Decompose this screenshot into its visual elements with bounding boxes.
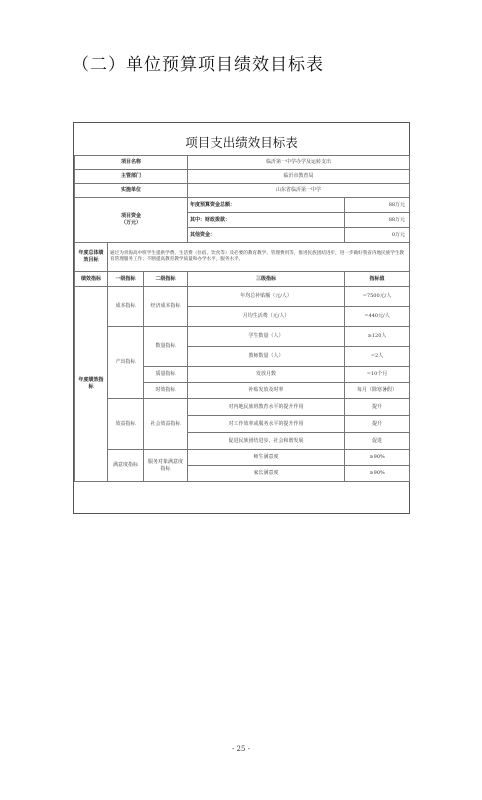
project-name-value: 临沂第一中学办学及运转支出 [188,156,410,170]
table-row [75,399,410,416]
level2-quality: 质量指标 [144,367,188,383]
indicator-cell: 家长满意度 [188,466,345,482]
level1-effect: 效益指标 [108,399,144,450]
fiscal-allocation-value: 88万元 [345,213,410,228]
level2-timeliness: 时效指标 [144,383,188,399]
value-cell: =7500元/人 [345,287,410,307]
table-row [75,156,410,170]
level2-social-benefit: 社会效益指标 [144,399,188,450]
indicator-cell: 学生数量（人） [188,327,345,347]
level1-satisfaction: 满意度指标 [108,450,144,482]
level2-header: 二级指标 [144,272,188,287]
value-cell: ≥90% [345,466,410,482]
value-cell: 促进 [345,433,410,450]
annual-goal-label: 年度总体绩效目标 [75,243,108,272]
level1-cost: 成本指标 [108,287,144,327]
value-cell: 每月（除寒暑假） [345,383,410,399]
level3-header: 三级指标 [188,272,345,287]
indicator-cell: 对内地民族班教育水平的提升作用 [188,399,345,416]
value-cell: 提升 [345,399,410,416]
page-heading: （二）单位预算项目绩效目标表 [72,55,324,75]
performance-target-table [74,155,410,482]
department-value: 临沂市教育局 [188,170,410,184]
performance-table-frame [73,122,410,514]
table-row [75,327,410,347]
table-row [75,243,410,272]
value-cell: ≥120人 [345,327,410,347]
table-title: 项目支出绩效目标表 [185,135,298,150]
table-row [75,272,410,287]
other-funds-label: 其他资金： [188,228,345,243]
value-header: 指标值 [345,272,410,287]
level1-output: 产出指标 [108,327,144,399]
value-cell: =10个月 [345,367,410,383]
table-row [75,287,410,307]
annual-total-label: 年度预算资金总额： [188,198,345,213]
level2-service-satisfaction: 服务对象满意度指标 [144,450,188,482]
value-cell: ≥90% [345,450,410,466]
funds-label-text: 项目资金 [121,213,142,219]
indicator-cell: 师生满意度 [188,450,345,466]
project-name-label: 项目名称 [75,156,188,170]
table-row [75,450,410,466]
value-cell: 提升 [345,416,410,433]
table-row [75,198,410,213]
indicator-cell: 年均总补贴额（元/人） [188,287,345,307]
indicator-header: 绩效指标 [75,272,108,287]
other-funds-value: 0万元 [345,228,410,243]
level2-quantity: 数量指标 [144,327,188,367]
implementer-label: 实施单位 [75,184,188,198]
value-cell: =440元/人 [345,307,410,327]
department-label: 主管部门 [75,170,188,184]
table-row [75,184,410,198]
indicator-cell: 教师数量（人） [188,347,345,367]
indicator-cell: 促进民族团结进步、社会和谐发展 [188,433,345,450]
indicator-cell: 对工作效率或服务水平的提升作用 [188,416,345,433]
level1-header: 一级指标 [108,272,144,287]
fiscal-allocation-label: 其中：财政拨款： [188,213,345,228]
annual-total-value: 88万元 [345,198,410,213]
page-number: - 25 - [231,745,251,753]
value-cell: =2人 [345,347,410,367]
funds-unit-text: （万元） [121,220,142,226]
indicator-cell: 发放月数 [188,367,345,383]
funds-label [75,198,188,243]
indicator-cell: 补贴发放及时率 [188,383,345,399]
table-row [75,170,410,184]
indicator-cell: 月均生活费（元/人） [188,307,345,327]
annual-indicator-label: 年度绩效指标 [75,287,108,482]
annual-goal-text: 通过为青海高中班学生提供学费、生活费（住宿、饮食等）及必要的教育教学、管理费用等，推进民族团结进步，进一步做好我省内地民族学生教育管理服务工作；不断提高教育教学质量和办学水平，服务水平。 [108,243,410,272]
level2-economic-cost: 经济成本指标 [144,287,188,327]
implementer-value: 山东省临沂第一中学 [188,184,410,198]
